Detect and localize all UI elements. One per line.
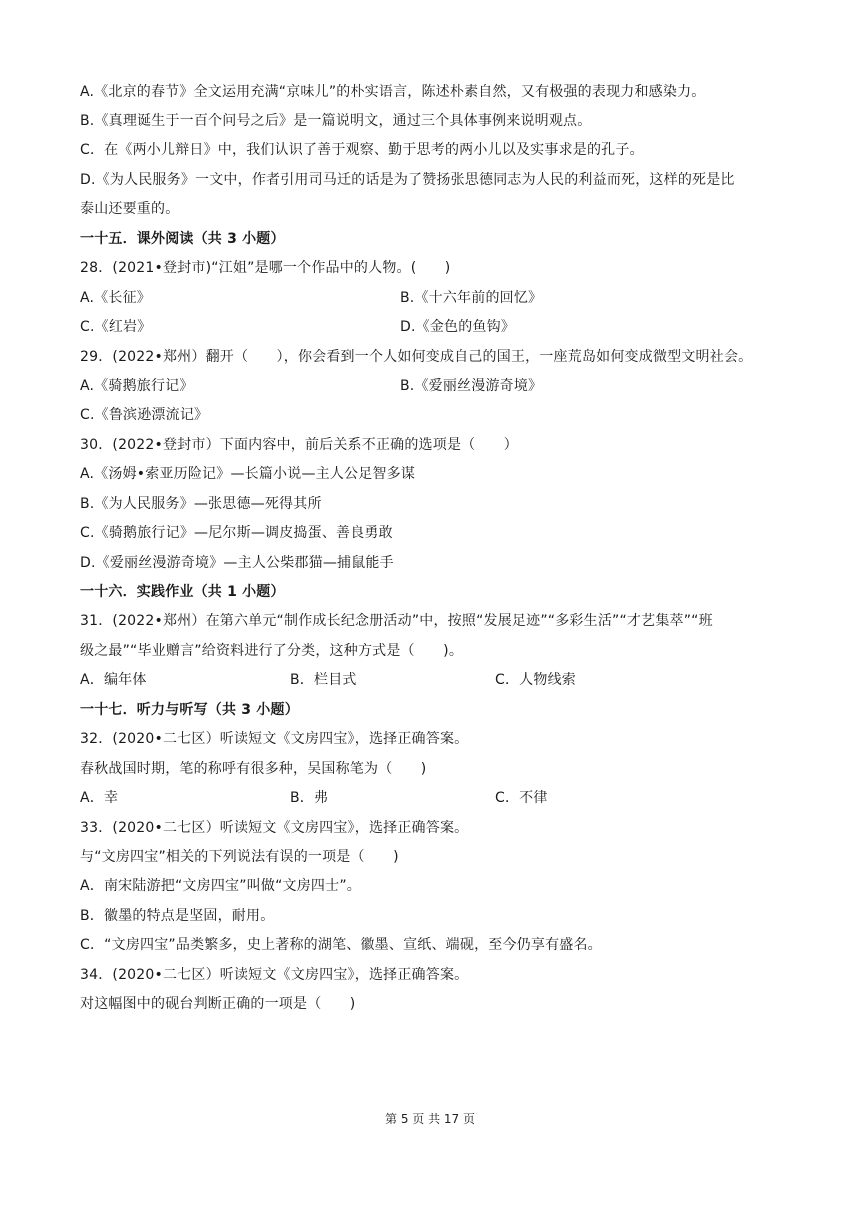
q33-sub: 与“文房四宝”相关的下列说法有误的一项是（ ) — [80, 849, 399, 865]
q33-stem: 33．(2020•二七区）听读短文《文房四宝》，选择正确答案。 — [80, 820, 469, 836]
page-footer: 第 5 页 共 17 页 — [385, 1112, 475, 1126]
q32-options-row — [80, 788, 780, 808]
q30-option-b: B.《为人民服务》—张思德—死得其所 — [80, 496, 322, 512]
q29-stem: 29．(2022•郑州）翻开（ ），你会看到一个人如何变成自己的国王，一座荒岛如何变成微型文明社会。 — [80, 349, 753, 365]
q28-option-b: B.《十六年前的回忆》 — [400, 290, 543, 306]
q31-options-row — [80, 670, 780, 690]
q30-stem: 30．(2022•登封市）下面内容中，前后关系不正确的选项是（ ） — [80, 437, 518, 453]
q29-options-row1 — [80, 376, 780, 396]
q27-option-c: C．在《两小儿辩日》中，我们认识了善于观察、勤于思考的两小儿以及实事求是的孔子。 — [80, 142, 644, 158]
q29-option-a: A.《骑鹅旅行记》 — [80, 378, 194, 394]
section-16-heading: 一十六．实践作业（共 1 小题） — [80, 584, 285, 600]
q31-stem-line1: 31．(2022•郑州）在第六单元“制作成长纪念册活动”中，按照“发展足迹”“多彩生活”“才艺集萃”“班 — [80, 613, 713, 629]
q28-options-row1 — [80, 288, 780, 308]
q32-option-b: B．弗 — [290, 790, 329, 806]
q30-option-d: D.《爱丽丝漫游奇境》—主人公柴郡猫—捕鼠能手 — [80, 555, 394, 571]
q33-option-a: A．南宋陆游把“文房四宝”叫做“文房四士”。 — [80, 878, 361, 894]
q32-sub: 春秋战国时期，笔的称呼有很多种，吴国称笔为（ ) — [80, 761, 427, 777]
q32-option-c: C．不律 — [495, 790, 548, 806]
q28-option-d: D.《金色的鱼钩》 — [400, 319, 516, 335]
q31-option-b: B．栏目式 — [290, 672, 357, 688]
q34-stem: 34．(2020•二七区）听读短文《文房四宝》，选择正确答案。 — [80, 967, 469, 983]
q31-option-a: A．编年体 — [80, 672, 147, 688]
q32-stem: 32．(2020•二七区）听读短文《文房四宝》，选择正确答案。 — [80, 731, 469, 747]
q30-option-c: C.《骑鹅旅行记》—尼尔斯—调皮捣蛋、善良勇敢 — [80, 525, 393, 541]
q27-option-a: A.《北京的春节》全文运用充满“京味儿”的朴实语言，陈述朴素自然，又有极强的表现力和感染力。 — [80, 84, 706, 100]
q31-option-c: C．人物线索 — [495, 672, 576, 688]
section-17-heading: 一十七．听力与听写（共 3 小题） — [80, 702, 299, 718]
q33-option-c: C．“文房四宝”品类繁多，史上著称的湖笔、徽墨、宣纸、端砚，至今仍享有盛名。 — [80, 937, 602, 953]
q32-option-a: A．幸 — [80, 790, 119, 806]
q27-option-d-line1: D.《为人民服务》一文中，作者引用司马迁的话是为了赞扬张思德同志为人民的利益而死，这样的死是比 — [80, 172, 735, 188]
section-15-heading: 一十五．课外阅读（共 3 小题） — [80, 231, 285, 247]
q30-option-a: A.《汤姆•索亚历险记》—长篇小说—主人公足智多谋 — [80, 466, 416, 482]
q29-option-c: C.《鲁滨逊漂流记》 — [80, 407, 209, 423]
q27-option-d-line2: 泰山还要重的。 — [80, 201, 180, 217]
q34-sub: 对这幅图中的砚台判断正确的一项是（ ) — [80, 996, 356, 1012]
q28-option-a: A.《长征》 — [80, 290, 151, 306]
q29-option-b: B.《爱丽丝漫游奇境》 — [400, 378, 543, 394]
q28-option-c: C.《红岩》 — [80, 319, 152, 335]
q31-stem-line2: 级之最”“毕业赠言”给资料进行了分类，这种方式是（ )。 — [80, 643, 464, 659]
q33-option-b: B．徽墨的特点是坚固，耐用。 — [80, 908, 275, 924]
q28-stem: 28．(2021•登封市)“江姐”是哪一个作品中的人物。( ) — [80, 260, 451, 276]
q28-options-row2 — [80, 317, 780, 337]
q27-option-b: B.《真理诞生于一百个问号之后》是一篇说明文，通过三个具体事例来说明观点。 — [80, 113, 592, 129]
